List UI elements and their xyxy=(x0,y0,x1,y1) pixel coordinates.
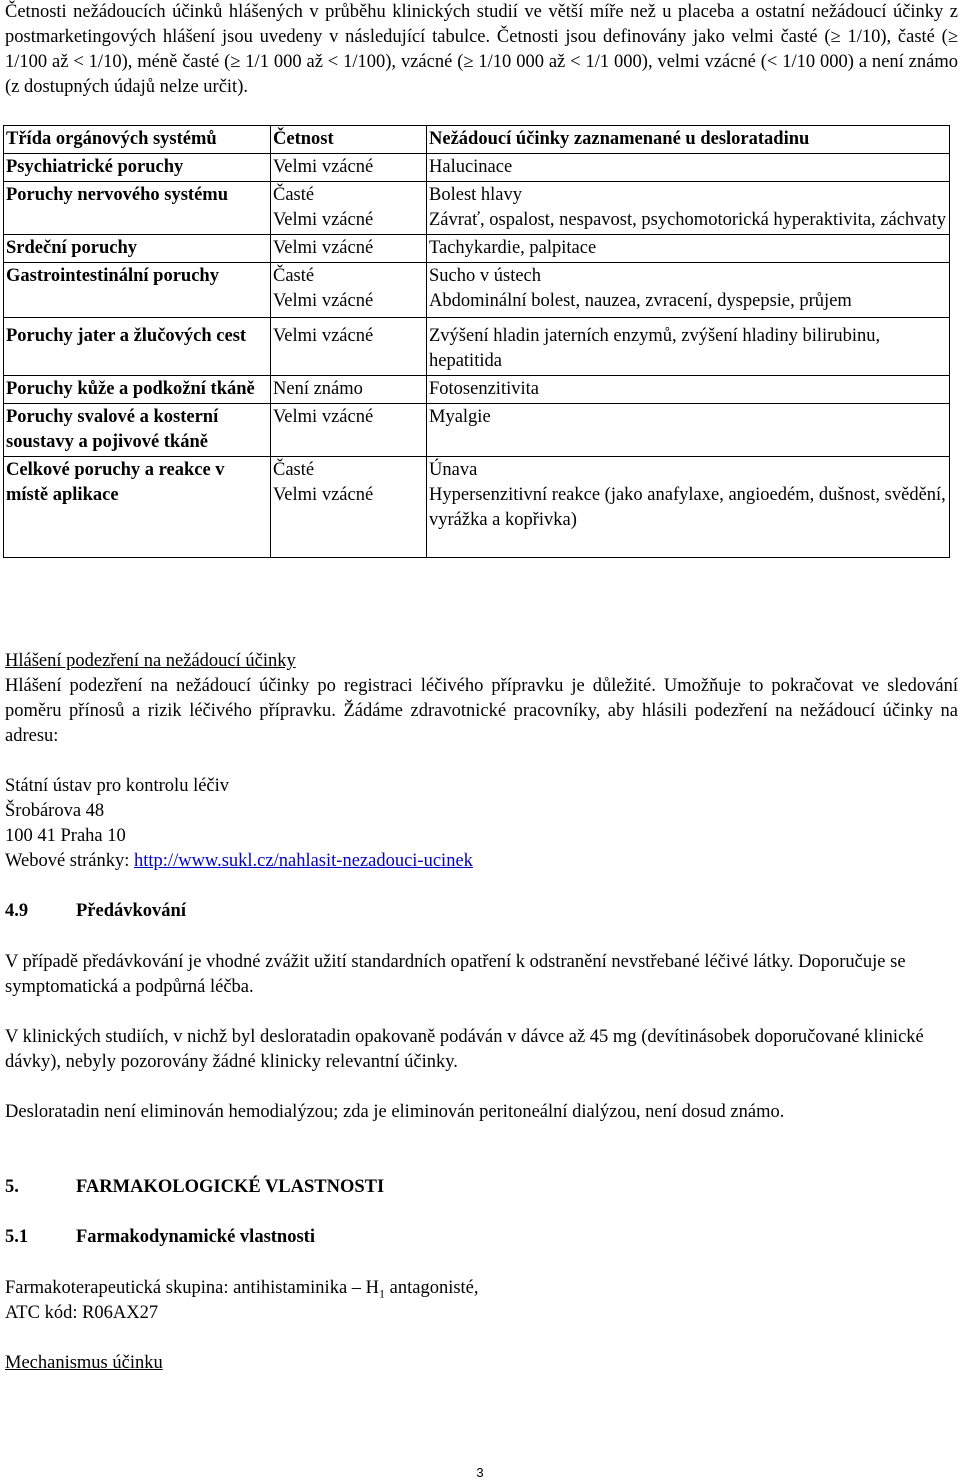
soc-cell: Poruchy kůže a podkožní tkáně xyxy=(4,376,271,404)
effects-cell xyxy=(427,263,950,318)
frequency-cell xyxy=(271,457,427,558)
table-row xyxy=(4,182,950,235)
website-line xyxy=(5,849,958,874)
overdose-paragraph-1: V případě předávkování je vhodné zvážit užití standardních opatření k odstranění nevstřebané léčivé látky. Doporučuje se symptomatická a podpůrná léčba. xyxy=(5,952,906,997)
effects-value: Abdominální bolest, nauzea, zvracení, dyspepsie, průjem xyxy=(429,291,852,311)
effects-cell xyxy=(427,154,950,182)
overdose-paragraph-3: Desloratadin není eliminován hemodialýzou; zda je eliminován peritoneální dialýzou, není dosud známo. xyxy=(5,1102,785,1122)
effects-value: Hypersenzitivní reakce (jako anafylaxe, angioedém, dušnost, svědění, vyrážka a kopřivka) xyxy=(429,485,946,530)
effects-value: Závrať, ospalost, nespavost, psychomotorická hyperaktivita, záchvaty xyxy=(429,210,947,230)
section-number: 5. xyxy=(5,1177,19,1197)
frequency-value: Velmi vzácné xyxy=(273,291,374,311)
website-label: Webové stránky: xyxy=(5,851,135,871)
mechanism-heading: Mechanismus účinku xyxy=(5,1353,163,1373)
frequency-value: Časté xyxy=(273,460,315,480)
frequency-cell xyxy=(271,404,427,457)
effects-cell xyxy=(427,235,950,263)
frequency-value: Velmi vzácné xyxy=(273,326,374,346)
table-row xyxy=(4,154,950,182)
soc-cell: Celkové poruchy a reakce v místě aplikace xyxy=(4,457,271,558)
frequency-cell xyxy=(271,182,427,235)
overdose-paragraph-2: V klinických studiích, v nichž byl desloratadin opakovaně podáván v dávce až 45 mg (devítinásobek doporučované klinické dávky), nebyly pozorovány žádné klinicky relevantní účinky. xyxy=(5,1027,924,1072)
soc-cell: Psychiatrické poruchy xyxy=(4,154,271,182)
atc-code: ATC kód: R06AX27 xyxy=(5,1303,159,1323)
effects-value: Bolest hlavy xyxy=(429,185,523,205)
effects-value: Zvýšení hladin jaterních enzymů, zvýšení hladiny bilirubinu, hepatitida xyxy=(429,326,881,371)
section-title: FARMAKOLOGICKÉ VLASTNOSTI xyxy=(76,1177,385,1197)
effects-value: Únava xyxy=(429,460,478,480)
effects-cell xyxy=(427,182,950,235)
frequency-cell xyxy=(271,318,427,376)
table-row xyxy=(4,404,950,457)
section-number: 4.9 xyxy=(5,901,29,921)
header-soc: Třída orgánových systémů xyxy=(4,126,271,154)
section-heading-5-1 xyxy=(5,1225,315,1250)
section-title: Farmakodynamické vlastnosti xyxy=(76,1227,315,1247)
reporting-heading: Hlášení podezření na nežádoucí účinky xyxy=(5,651,296,671)
table-row xyxy=(4,318,950,376)
section-title: Předávkování xyxy=(76,901,186,921)
soc-cell: Srdeční poruchy xyxy=(4,235,271,263)
effects-cell xyxy=(427,376,950,404)
group-text-suffix: antagonisté, xyxy=(385,1278,479,1298)
frequency-value: Časté xyxy=(273,266,315,286)
group-subscript: 1 xyxy=(379,1286,386,1301)
frequency-value: Velmi vzácné xyxy=(273,238,374,258)
frequency-value: Časté xyxy=(273,185,315,205)
section-heading-4-9 xyxy=(5,899,186,924)
frequency-value: Velmi vzácné xyxy=(273,485,374,505)
reporting-paragraph: Hlášení podezření na nežádoucí účinky po registraci léčivého přípravku je důležité. Umožňuje to pokračovat ve sledování poměru přínosů a rizik léčivého přípravku. Žádáme zdravotnické pracovníky, aby hlásili podezření na nežádoucí účinky na adresu: xyxy=(5,676,958,746)
header-frequency: Četnost xyxy=(271,126,427,154)
effects-value: Sucho v ústech xyxy=(429,266,542,286)
frequency-value: Velmi vzácné xyxy=(273,157,374,177)
frequency-cell xyxy=(271,376,427,404)
effects-value: Halucinace xyxy=(429,157,513,177)
frequency-cell xyxy=(271,154,427,182)
soc-cell: Gastrointestinální poruchy xyxy=(4,263,271,318)
reporting-address xyxy=(5,774,958,874)
section-heading-5 xyxy=(5,1175,384,1200)
frequency-cell xyxy=(271,235,427,263)
effects-value: Myalgie xyxy=(429,407,491,427)
address-line: Státní ústav pro kontrolu léčiv xyxy=(5,776,230,796)
frequency-value: Velmi vzácné xyxy=(273,210,374,230)
table-row xyxy=(4,263,950,318)
soc-cell: Poruchy svalové a kosterní soustavy a pojivové tkáně xyxy=(4,404,271,457)
adverse-effects-table xyxy=(3,125,950,558)
website-link[interactable]: http://www.sukl.cz/nahlasit-nezadouci-ucinek xyxy=(134,851,473,871)
effects-cell xyxy=(427,457,950,558)
frequency-cell xyxy=(271,263,427,318)
address-line: 100 41 Praha 10 xyxy=(5,826,126,846)
frequency-value: Není známo xyxy=(273,379,363,399)
table-row xyxy=(4,235,950,263)
table-row xyxy=(4,457,950,558)
effects-cell xyxy=(427,404,950,457)
intro-paragraph: Četnosti nežádoucích účinků hlášených v průběhu klinických studií ve větší míře než u placeba a ostatní nežádoucí účinky z postmarketingových hlášení jsou uvedeny v následující tabulce. Četnosti jsou definovány jako velmi časté (≥ 1/10), časté (≥ 1/100 až < 1/10), méně časté (≥ 1/1 000 až < 1/100), vzácné (≥ 1/10 000 až < 1/1 000), velmi vzácné (< 1/10 000) a není známo (z dostupných údajů nelze určit). xyxy=(5,2,958,97)
header-effects: Nežádoucí účinky zaznamenané u desloratadinu xyxy=(427,126,950,154)
soc-cell: Poruchy nervového systému xyxy=(4,182,271,235)
address-line: Šrobárova 48 xyxy=(5,801,105,821)
page-number: 3 xyxy=(476,1465,484,1480)
section-number: 5.1 xyxy=(5,1227,29,1247)
table-row xyxy=(4,376,950,404)
effects-cell xyxy=(427,318,950,376)
group-text: Farmakoterapeutická skupina: antihistaminika – H xyxy=(5,1278,380,1298)
table-header-row xyxy=(4,126,950,154)
effects-value: Fotosenzitivita xyxy=(429,379,539,399)
effects-value: Tachykardie, palpitace xyxy=(429,238,597,258)
soc-cell: Poruchy jater a žlučových cest xyxy=(4,318,271,376)
frequency-value: Velmi vzácné xyxy=(273,407,374,427)
